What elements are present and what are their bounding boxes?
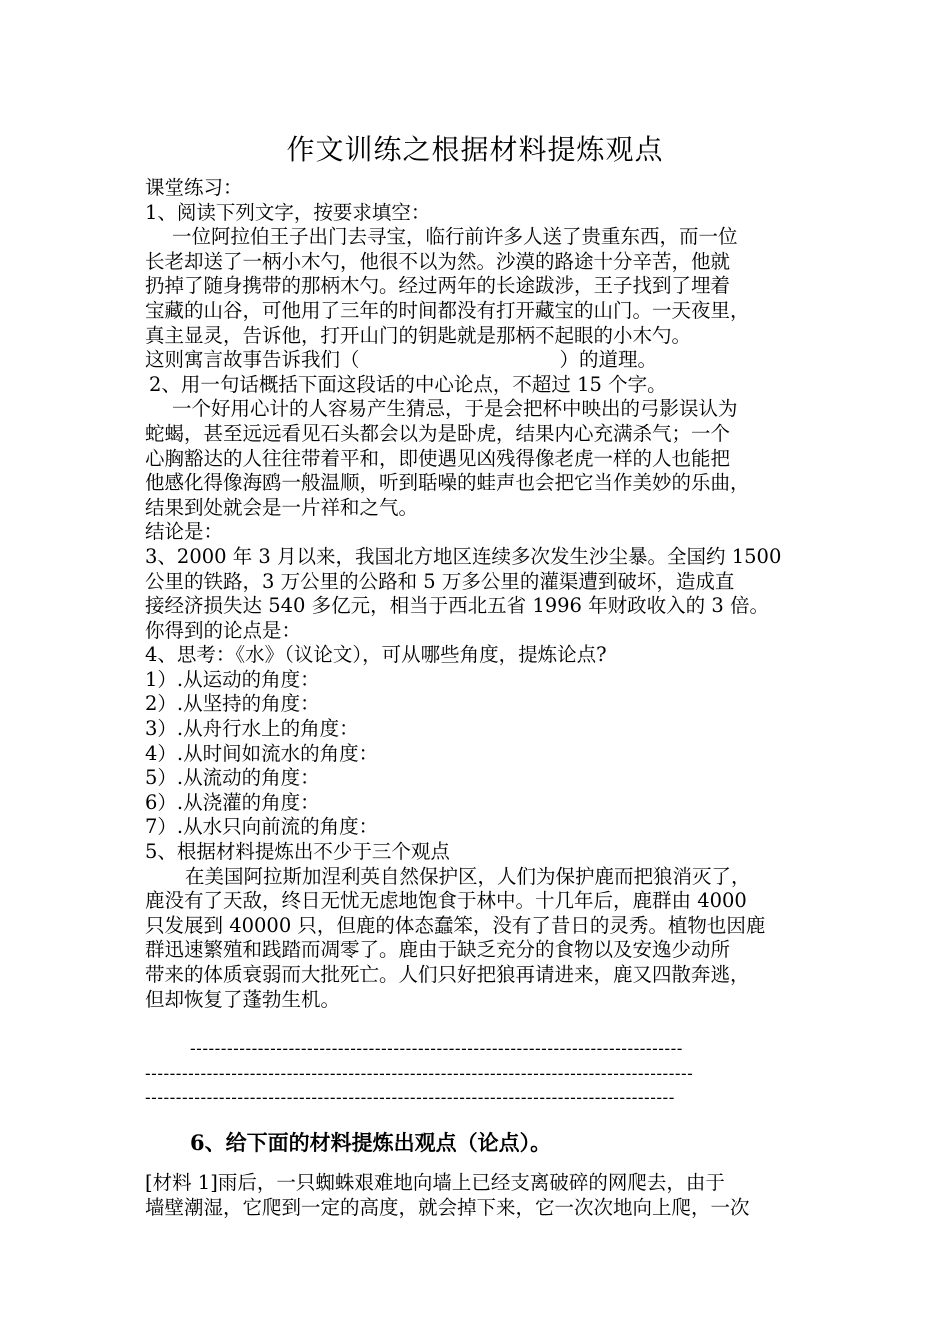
q2-conclusion: 结论是： <box>145 520 224 544</box>
q3-answer-label: 你得到的论点是： <box>145 618 302 642</box>
q5-text-line: 在美国阿拉斯加涅利英自然保护区，人们为保护鹿而把狼消灭了， <box>185 864 751 888</box>
classwork-label: 课堂练习： <box>145 176 243 199</box>
q2-text-line: 一个好用心计的人容易产生猜忌，于是会把杯中映出的弓影误认为 <box>172 397 738 421</box>
page-title: 作文训练之根据材料提炼观点 <box>286 133 664 166</box>
document-body <box>145 176 815 1111</box>
q1-fill-blank-line <box>145 348 815 373</box>
material-1 <box>145 1170 815 1219</box>
material-1-line: 墙壁潮湿，它爬到一定的高度，就会掉下来，它一次次地向上爬，一次 <box>145 1195 750 1219</box>
q4-item: 5）.从流动的角度： <box>145 766 320 790</box>
q4-item: 6）.从浇灌的角度： <box>145 790 320 814</box>
material-1-line: [材料 1]雨后，一只蜘蛛艰难地向墙上已经支离破碎的网爬去，由于 <box>145 1171 725 1194</box>
q4-item: 2）.从坚持的角度： <box>145 692 320 716</box>
q3-text-line: 公里的铁路，3 万公里的公路和 5 万多公里的灌渠遭到破坏，造成直 <box>145 569 735 593</box>
q5-prompt: 5、根据材料提炼出不少于三个观点 <box>145 840 450 864</box>
q1-text-line: 宝藏的山谷，可他用了三年的时间都没有打开藏宝的山门。一天夜里， <box>145 298 750 322</box>
q1-fill-prefix: 这则寓言故事告诉我们（ <box>145 348 360 372</box>
q4-item: 4）.从时间如流水的角度： <box>145 741 379 765</box>
q5-text-line: 但却恢复了蓬勃生机。 <box>145 987 341 1011</box>
q2-text-line: 结果到处就会是一片祥和之气。 <box>145 495 419 519</box>
q4-item: 7）.从水只向前流的角度： <box>145 815 379 839</box>
q5-text-line: 只发展到 40000 只，但鹿的体态蠢笨，没有了昔日的灵秀。植物也因鹿 <box>145 913 766 937</box>
answer-dash-line: ----------------------------------------------------------------------------------------- <box>145 1063 694 1083</box>
q1-fill-suffix: ）的道理。 <box>559 348 658 372</box>
q2-text-line: 心胸豁达的人往往带着平和，即使遇见凶残得像老虎一样的人也能把 <box>145 446 731 470</box>
q1-text-line: 真主显灵，告诉他，打开山门的钥匙就是那柄不起眼的小木勺。 <box>145 323 692 347</box>
q6-heading: 6、给下面的材料提炼出观点（论点）。 <box>190 1130 552 1155</box>
q1-prompt: 1、阅读下列文字，按要求填空： <box>145 200 431 224</box>
answer-dash-line: -------------------------------------------------------------------------------------- <box>145 1088 675 1108</box>
q4-prompt: 4、思考：《水》（议论文），可从哪些角度，提炼论点? <box>145 643 607 667</box>
q1-text-line: 扔掉了随身携带的那柄木勺。经过两年的长途跋涉，王子找到了埋着 <box>145 274 731 298</box>
q1-text-line: 一位阿拉伯王子出门去寻宝，临行前许多人送了贵重东西，而一位 <box>172 225 738 249</box>
q2-text-line: 蛇蝎，甚至远远看见石头都会以为是卧虎，结果内心充满杀气；一个 <box>145 421 731 445</box>
q2-prompt: 2、用一句话概括下面这段话的中心论点，不超过 15 个字。 <box>149 372 667 396</box>
answer-dash-line: -------------------------------------------------------------------------------- <box>190 1039 683 1059</box>
q4-item: 3）.从舟行水上的角度： <box>145 717 359 741</box>
q2-text-line: 他感化得像海鸥一般温顺，听到聒噪的蛙声也会把它当作美妙的乐曲， <box>145 471 750 495</box>
q3-text-line: 接经济损失达 540 多亿元，相当于西北五省 1996 年财政收入的 3 倍。 <box>145 594 769 618</box>
q5-text-line: 鹿没有了天敌，终日无忧无虑地饱食于林中。十几年后，鹿群由 4000 <box>145 889 747 913</box>
q5-text-line: 群迅速繁殖和践踏而凋零了。鹿由于缺乏充分的食物以及安逸少动所 <box>145 938 731 962</box>
q4-item: 1）.从运动的角度： <box>145 667 320 691</box>
q3-text-line: 3、2000 年 3 月以来，我国北方地区连续多次发生沙尘暴。全国约 1500 <box>145 544 782 568</box>
q1-text-line: 长老却送了一柄小木勺，他很不以为然。沙漠的路途十分辛苦，他就 <box>145 249 731 273</box>
q5-text-line: 带来的体质衰弱而大批死亡。人们只好把狼再请进来，鹿又四散奔逃， <box>145 963 750 986</box>
spacer <box>145 1012 815 1037</box>
